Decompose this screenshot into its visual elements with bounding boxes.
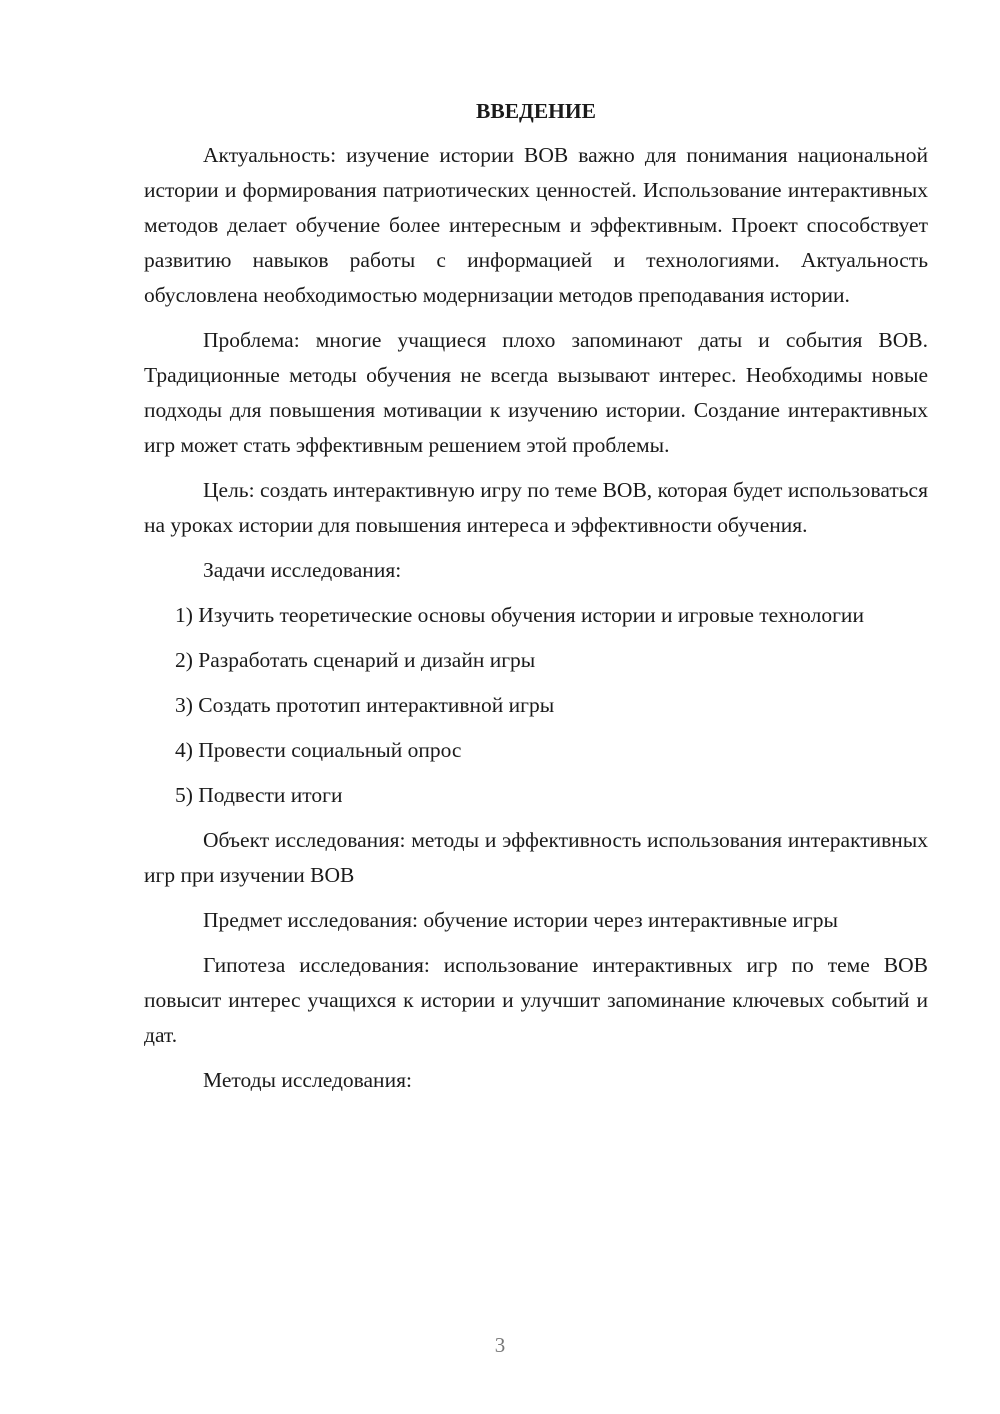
subject-paragraph: Предмет исследования: обучение истории через интерактивные игры: [203, 908, 838, 932]
task-item-3: 3) Создать прототип интерактивной игры: [175, 693, 555, 717]
goal-paragraph: Цель: создать интерактивную игру по теме ВОВ, которая будет использоваться на уроках истории для повышения интереса и эффективности обучения.: [144, 478, 928, 537]
hypothesis-paragraph: Гипотеза исследования: использование интерактивных игр по теме ВОВ повысит интерес учащихся к истории и улучшит запоминание ключевых событий и дат.: [144, 953, 928, 1047]
problem-paragraph: Проблема: многие учащиеся плохо запоминают даты и события ВОВ. Традиционные методы обучения не всегда вызывают интерес. Необходимы новые подходы для повышения мотивации к изучению истории. Создание интерактивных игр может стать эффективным решением этой проблемы.: [144, 328, 928, 457]
task-item-4: 4) Провести социальный опрос: [175, 738, 462, 762]
task-item-5: 5) Подвести итоги: [175, 783, 343, 807]
object-paragraph: Объект исследования: методы и эффективность использования интерактивных игр при изучении ВОВ: [144, 828, 928, 887]
section-heading: ВВЕДЕНИЕ: [476, 99, 596, 123]
methods-label: Методы исследования:: [203, 1068, 412, 1092]
tasks-label: Задачи исследования:: [203, 558, 402, 582]
document-page: [144, 96, 928, 1108]
page-number: 3: [494, 1333, 506, 1357]
relevance-paragraph: Актуальность: изучение истории ВОВ важно для понимания национальной истории и формирования патриотических ценностей. Использование интерактивных методов делает обучение более интересным и эффективным. Проект способствует развитию навыков работы с информацией и технологиями. Актуальность обусловлена необходимостью модернизации методов преподавания истории.: [144, 143, 928, 307]
task-item-2: 2) Разработать сценарий и дизайн игры: [175, 648, 536, 672]
task-item-1: 1) Изучить теоретические основы обучения истории и игровые технологии: [175, 603, 864, 627]
